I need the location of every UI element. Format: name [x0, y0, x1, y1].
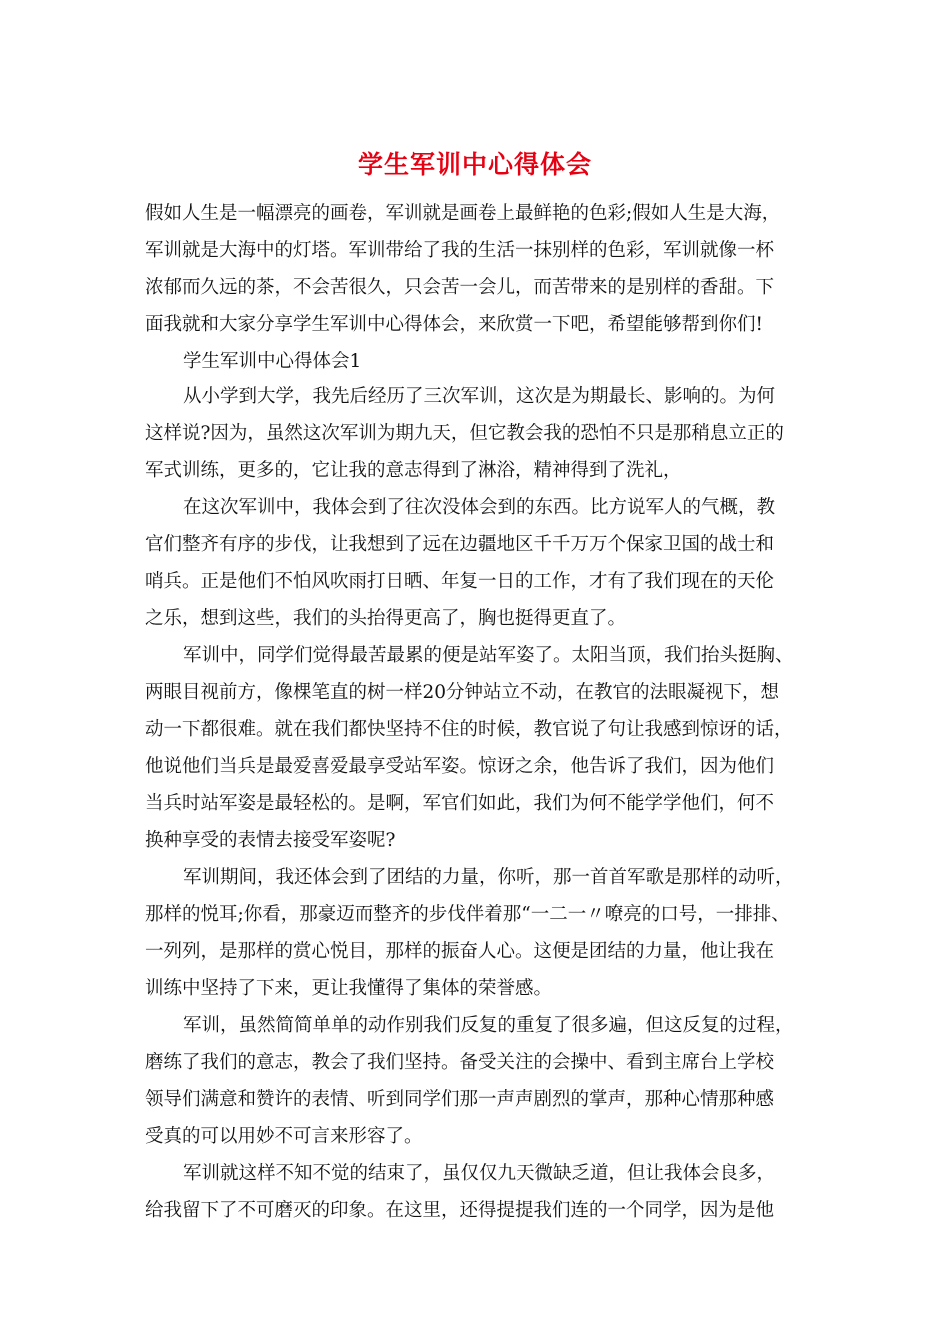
body-line: 假如人生是一幅漂亮的画卷，军训就是画卷上最鲜艳的色彩;假如人生是大海，	[145, 203, 781, 224]
body-line: 这样说?因为，虽然这次军训为期九天，但它教会我的恐怕不只是那稍息立正的	[145, 423, 784, 444]
body-line: 他说他们当兵是最爱喜爱最享受站军姿。惊讶之余，他告诉了我们，因为他们	[145, 756, 775, 777]
body-line: 动一下都很难。就在我们都快坚持不住的时候，教官说了句让我感到惊讶的话，	[145, 719, 793, 740]
body-line: 那样的悦耳;你看，那豪迈而整齐的步伐伴着那“一二一〃嘹亮的口号，一排排、	[145, 904, 790, 925]
document-title: 学生军训中心得体会	[357, 150, 592, 179]
body-line: 军训，虽然简简单单的动作别我们反复的重复了很多遍，但这反复的过程，	[183, 1015, 794, 1036]
body-line: 领导们满意和赞许的表情、听到同学们那一声声剧烈的掌声，那种心情那种感	[145, 1089, 775, 1110]
body-line: 受真的可以用妙不可言来形容了。	[145, 1126, 423, 1147]
body-line: 哨兵。正是他们不怕风吹雨打日晒、年复一日的工作，才有了我们现在的天伦	[145, 571, 775, 592]
body-line: 两眼目视前方，像棵笔直的树一样20分钟站立不动，在教官的法眼凝视下，想	[145, 682, 780, 703]
body-line: 在这次军训中，我体会到了往次没体会到的东西。比方说军人的气概，教	[183, 497, 776, 518]
body-line: 军训就是大海中的灯塔。军训带给了我的生活一抹别样的色彩，军训就像一杯	[145, 240, 775, 261]
body-line: 给我留下了不可磨灭的印象。在这里，还得提提我们连的一个同学，因为是他	[145, 1200, 775, 1221]
body-line: 一列列，是那样的赏心悦目，那样的振奋人心。这便是团结的力量，他让我在	[145, 941, 775, 962]
body-line: 军训中，同学们觉得最苦最累的便是站军姿了。太阳当顶，我们抬头挺胸、	[183, 645, 794, 666]
body-line: 面我就和大家分享学生军训中心得体会，来欣赏一下吧，希望能够帮到你们!	[145, 314, 763, 335]
body-line: 军训期间，我还体会到了团结的力量，你听，那一首首军歌是那样的动听，	[183, 867, 794, 888]
body-line: 磨练了我们的意志，教会了我们坚持。备受关注的会操中、看到主席台上学校	[145, 1052, 775, 1073]
body-line: 之乐，想到这些，我们的头抬得更高了，胸也挺得更直了。	[145, 608, 627, 629]
body-line: 军训就这样不知不觉的结束了，虽仅仅九天微缺乏道，但让我体会良多，	[183, 1163, 776, 1184]
section-heading: 学生军训中心得体会1	[183, 351, 362, 372]
body-line: 换种享受的表情去接受军姿呢?	[145, 830, 396, 851]
body-line: 官们整齐有序的步伐，让我想到了远在边疆地区千千万万个保家卫国的战士和	[145, 534, 775, 555]
body-line: 训练中坚持了下来，更让我懂得了集体的荣誉感。	[145, 978, 553, 999]
body-line: 从小学到大学，我先后经历了三次军训，这次是为期最长、影响的。为何	[183, 386, 776, 407]
body-line: 浓郁而久远的茶，不会苦很久，只会苦一会儿，而苦带来的是别样的香甜。下	[145, 277, 775, 298]
body-line: 军式训练，更多的，它让我的意志得到了淋浴，精神得到了洗礼，	[145, 460, 682, 481]
body-line: 当兵时站军姿是最轻松的。是啊，军官们如此，我们为何不能学学他们，何不	[145, 793, 775, 814]
